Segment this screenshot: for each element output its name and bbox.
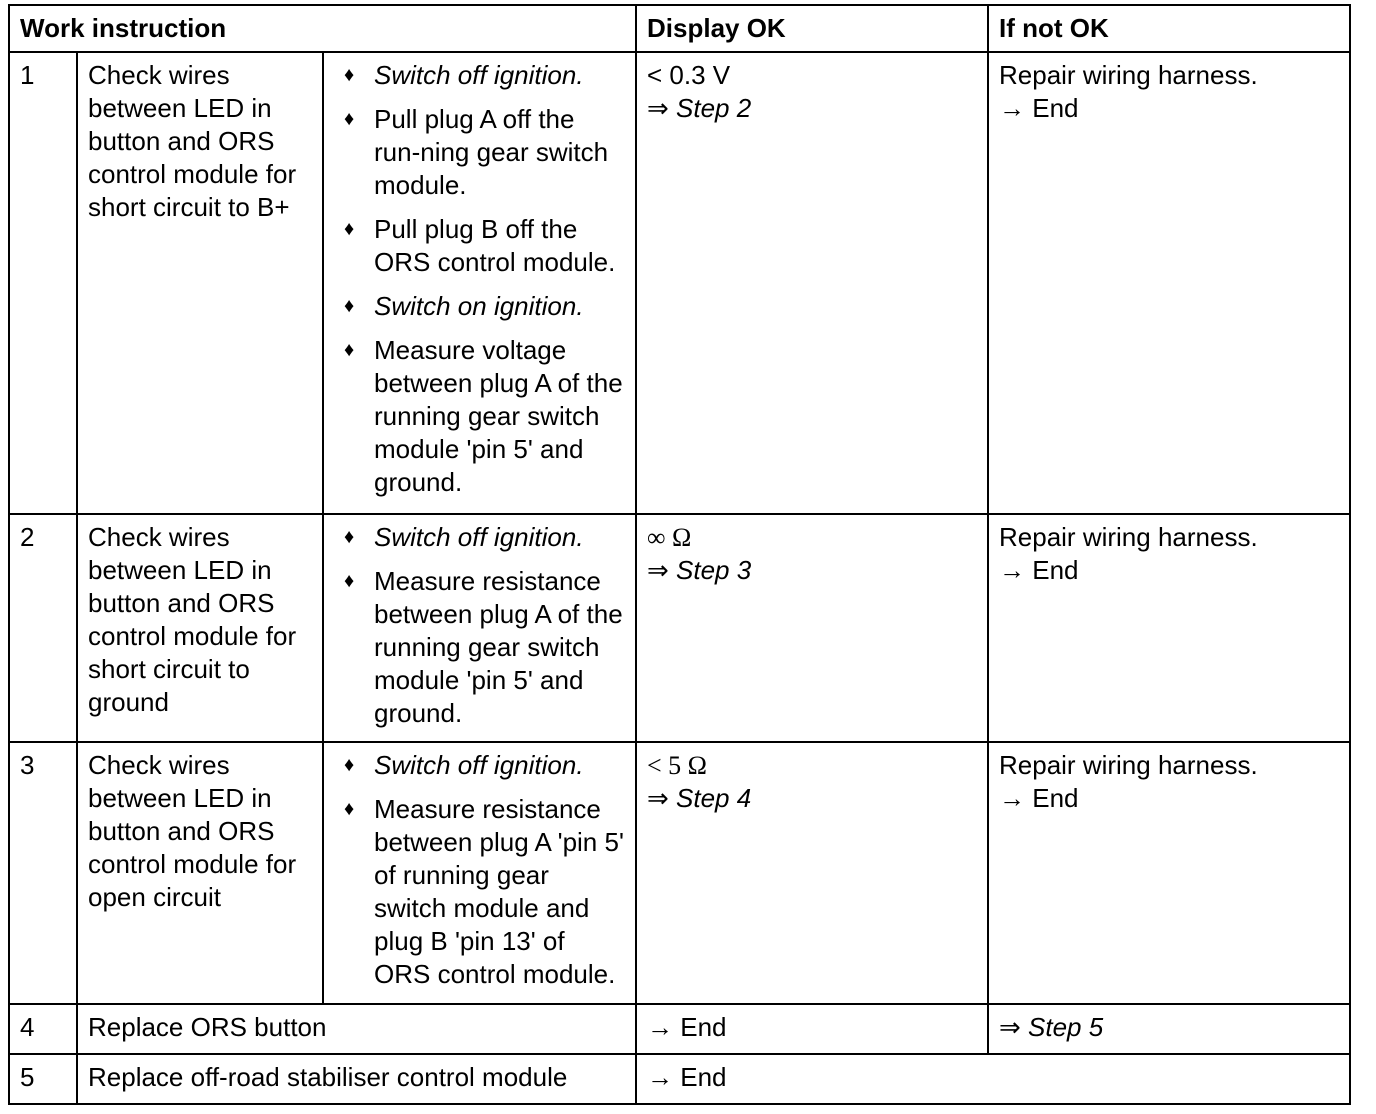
next-step-link: End [1032,555,1079,585]
next-step-link: End [680,1012,727,1042]
header-if-not-ok: If not OK [988,5,1350,52]
arrow-right-icon: → [647,1012,673,1042]
procedure-list [334,749,625,991]
procedure-item: ♦ Switch off ignition. [344,60,584,90]
table-header-row [9,5,1350,52]
table-row [9,52,1350,514]
procedure-cell [323,742,636,1004]
header-work-instruction: Work instruction [9,5,636,52]
if-not-ok-cell [988,742,1350,1004]
double-arrow-icon: ⇒ [647,783,669,813]
step-number: 4 [9,1004,77,1054]
bullet-diamond-icon: ♦ [344,108,355,130]
bullet-diamond-icon: ♦ [344,754,355,776]
double-arrow-icon: ⇒ [999,1012,1021,1042]
bullet-diamond-icon: ♦ [344,798,355,820]
next-step-link: Step 4 [676,783,752,813]
procedure-item: ♦ Switch on ignition. [344,291,584,321]
header-display-ok: Display OK [636,5,988,52]
display-ok-cell [636,1004,988,1054]
table-row [9,1054,1350,1104]
display-ok-cell [636,514,988,742]
check-description: Check wires between LED in button and ORS control module for short circuit to B+ [77,52,323,514]
double-arrow-icon: ⇒ [647,93,669,123]
corrective-action: Repair wiring harness. [999,750,1258,780]
expected-value: < 0.3 V [647,60,731,90]
procedure-item: ♦ Switch off ignition. [344,750,584,780]
next-step-link: End [680,1062,727,1092]
bullet-diamond-icon: ♦ [344,218,355,240]
work-instruction-table [8,4,1351,1105]
procedure-item: ♦ Measure resistance between plug A of the running gear switch module 'pin 5' and ground. [344,566,623,728]
if-not-ok-cell [988,52,1350,514]
step-number: 3 [9,742,77,1004]
bullet-diamond-icon: ♦ [344,339,355,361]
bullet-diamond-icon: ♦ [344,570,355,592]
expected-value: ∞ Ω [647,523,692,552]
table-row [9,742,1350,1004]
procedure-item: ♦ Pull plug A off the run-ning gear switch module. [344,104,609,200]
arrow-right-icon: → [999,555,1025,585]
next-step-link: End [1032,93,1079,123]
procedure-cell [323,52,636,514]
procedure-list [334,59,625,499]
expected-value: < 5 Ω [647,751,707,780]
procedure-list [334,521,625,730]
display-ok-cell [636,1054,1350,1104]
display-ok-cell [636,52,988,514]
check-description: Check wires between LED in button and ORS control module for short circuit to ground [77,514,323,742]
procedure-cell [323,514,636,742]
bullet-diamond-icon: ♦ [344,64,355,86]
table-row [9,1004,1350,1054]
double-arrow-icon: ⇒ [647,555,669,585]
procedure-item: ♦ Switch off ignition. [344,522,584,552]
next-step-link: Step 5 [1028,1012,1104,1042]
display-ok-cell [636,742,988,1004]
step-number: 1 [9,52,77,514]
step-number: 2 [9,514,77,742]
arrow-right-icon: → [999,783,1025,813]
table-row [9,514,1350,742]
if-not-ok-cell [988,514,1350,742]
arrow-right-icon: → [647,1062,673,1092]
step-number: 5 [9,1054,77,1104]
bullet-diamond-icon: ♦ [344,526,355,548]
next-step-link: Step 3 [676,555,752,585]
action-description: Replace ORS button [77,1004,636,1054]
procedure-item: ♦ Measure resistance between plug A 'pin 5' of running gear switch module and plug B 'pin 13' of ORS control module. [344,794,624,989]
bullet-diamond-icon: ♦ [344,295,355,317]
procedure-item: ♦ Measure voltage between plug A of the running gear switch module 'pin 5' and ground. [344,335,623,497]
corrective-action: Repair wiring harness. [999,60,1258,90]
corrective-action: Repair wiring harness. [999,522,1258,552]
next-step-link: Step 2 [676,93,752,123]
next-step-link: End [1032,783,1079,813]
check-description: Check wires between LED in button and ORS control module for open circuit [77,742,323,1004]
procedure-item: ♦ Pull plug B off the ORS control module. [344,214,616,277]
action-description: Replace off-road stabiliser control module [77,1054,636,1104]
if-not-ok-cell [988,1004,1350,1054]
arrow-right-icon: → [999,93,1025,123]
